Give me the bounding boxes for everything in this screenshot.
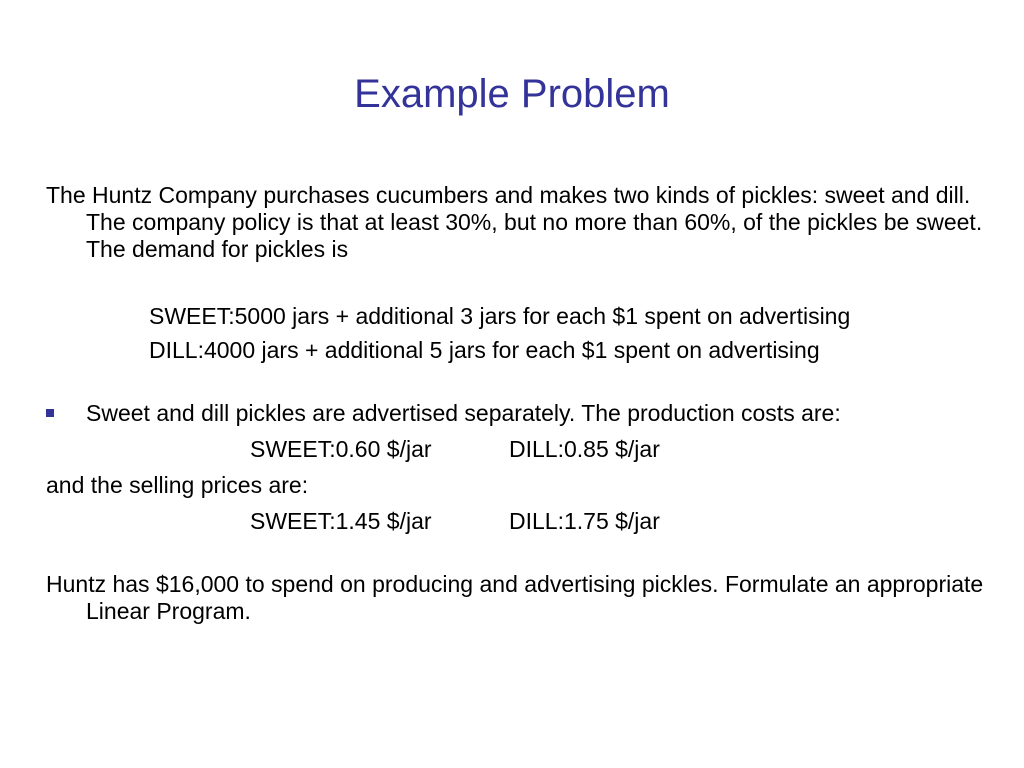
slide-title: Example Problem [354,72,670,116]
selling-prices-intro: and the selling prices are: [46,471,309,498]
intro-paragraph: The Huntz Company purchases cucumbers and makes two kinds of pickles: sweet and dill. The company policy is that at least 30%, but no more than 60%, of the pickles be sweet. The demand for pickles is [46,182,983,263]
demand-dill-line: DILL:4000 jars + additional 5 jars for each $1 spent on advertising [149,336,820,363]
spacer [46,499,996,508]
square-bullet-icon [46,409,54,417]
cost-sweet: SWEET:0.60 $/jar [250,435,432,462]
slide-body [46,182,996,625]
spacer [46,427,996,436]
production-costs-row [46,436,996,463]
bullet-item [46,400,996,427]
closing-paragraph: Huntz has $16,000 to spend on producing and advertising pickles. Formulate an appropriate Linear Program. [46,571,984,625]
bullet-text: Sweet and dill pickles are advertised separately. The production costs are: [86,399,841,426]
demand-sweet-line: SWEET:5000 jars + additional 3 jars for each $1 spent on advertising [149,303,851,330]
spacer [46,263,996,303]
spacer [46,463,996,472]
price-dill: DILL:1.75 $/jar [509,508,660,534]
spacer [46,364,996,400]
selling-prices-row [46,508,996,535]
spacer [46,535,996,571]
cost-dill: DILL:0.85 $/jar [509,435,660,462]
price-sweet: SWEET:1.45 $/jar [250,508,432,534]
